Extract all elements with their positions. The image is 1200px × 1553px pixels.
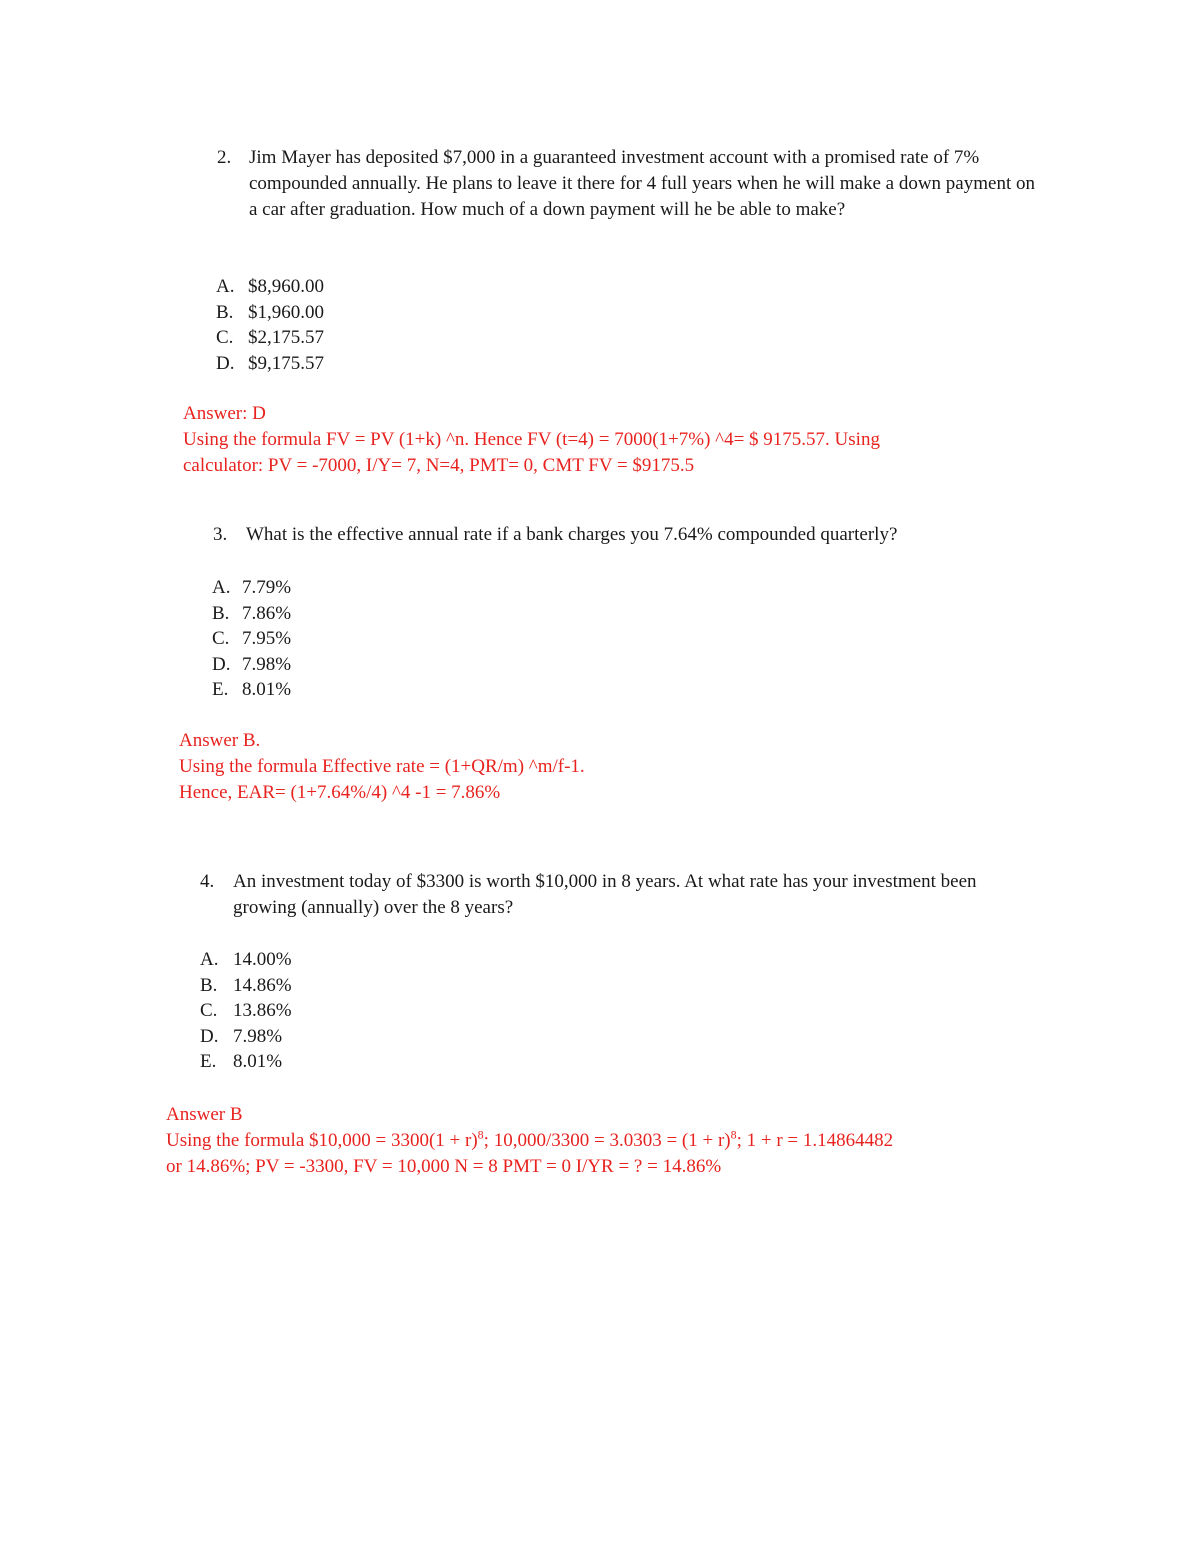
question-text: Jim Mayer has deposited $7,000 in a guaranteed investment account with a promised rate of 7% compounded annually. He plans to leave it there for 4 full years when he will make a down payment on a car after graduation. How much of a down payment will he be able to make? [249, 147, 1035, 220]
options-list-q3 [212, 575, 291, 703]
option-c: C. 13.86% [200, 1000, 292, 1021]
answer-line: calculator: PV = -7000, I/Y= 7, N=4, PMT= 0, CMT FV = $9175.5 [183, 455, 695, 476]
answer-line: Hence, EAR= (1+7.64%/4) ^4 -1 = 7.86% [179, 782, 501, 803]
answer-heading: Answer: D [183, 403, 266, 424]
options-list-q4 [200, 947, 292, 1075]
question-3 [213, 522, 1073, 548]
answer-line: Using the formula FV = PV (1+k) ^n. Hence FV (t=4) = 7000(1+7%) ^4= $ 9175.57. Using [183, 429, 880, 450]
answer-line: Using the formula Effective rate = (1+QR/m) ^m/f-1. [179, 756, 585, 777]
option-d: D. 7.98% [212, 653, 292, 675]
option-b: B. $1,960.00 [216, 301, 324, 323]
answer-line: or 14.86%; PV = -3300, FV = 10,000 N = 8 PMT = 0 I/YR = ? = 14.86% [166, 1156, 722, 1177]
option-a: A. 14.00% [200, 949, 292, 970]
answer-q4 [166, 1102, 893, 1180]
exponent: 8 [730, 1127, 737, 1142]
question-number: 4. [200, 871, 215, 892]
option-e: E. 8.01% [212, 679, 292, 700]
option-d: D. 7.98% [200, 1025, 283, 1047]
option-a: A. 7.79% [212, 577, 292, 598]
option-c: C. $2,175.57 [216, 327, 324, 348]
question-number: 2. [217, 147, 232, 168]
option-a: A. $8,960.00 [216, 276, 324, 297]
option-c: C. 7.95% [212, 628, 292, 649]
answer-q2 [183, 401, 880, 479]
question-number: 3. [213, 524, 228, 545]
exponent: 8 [477, 1127, 484, 1142]
question-text: An investment today of $3300 is worth $10,000 in 8 years. At what rate has your investment been growing (annually) over the 8 years? [233, 871, 977, 918]
question-text: What is the effective annual rate if a bank charges you 7.64% compounded quarterly? [246, 524, 898, 545]
answer-line: Using the formula $10,000 = $3300(1 + r)^8$; $10,000/3300 = 3.0303 = (1 + r)^8$; 1 + r = 1.14864482 [166, 1127, 894, 1151]
option-b: B. 7.86% [212, 602, 292, 624]
option-e: E. 8.01% [200, 1051, 283, 1072]
option-d: D. $9,175.57 [216, 352, 324, 374]
answer-heading: Answer B. [179, 730, 261, 751]
options-list-q2 [216, 274, 324, 376]
answer-heading: Answer B [166, 1104, 243, 1125]
question-2 [217, 145, 1042, 223]
question-4 [200, 869, 990, 921]
option-b: B. 14.86% [200, 974, 292, 996]
answer-q3 [179, 728, 585, 806]
